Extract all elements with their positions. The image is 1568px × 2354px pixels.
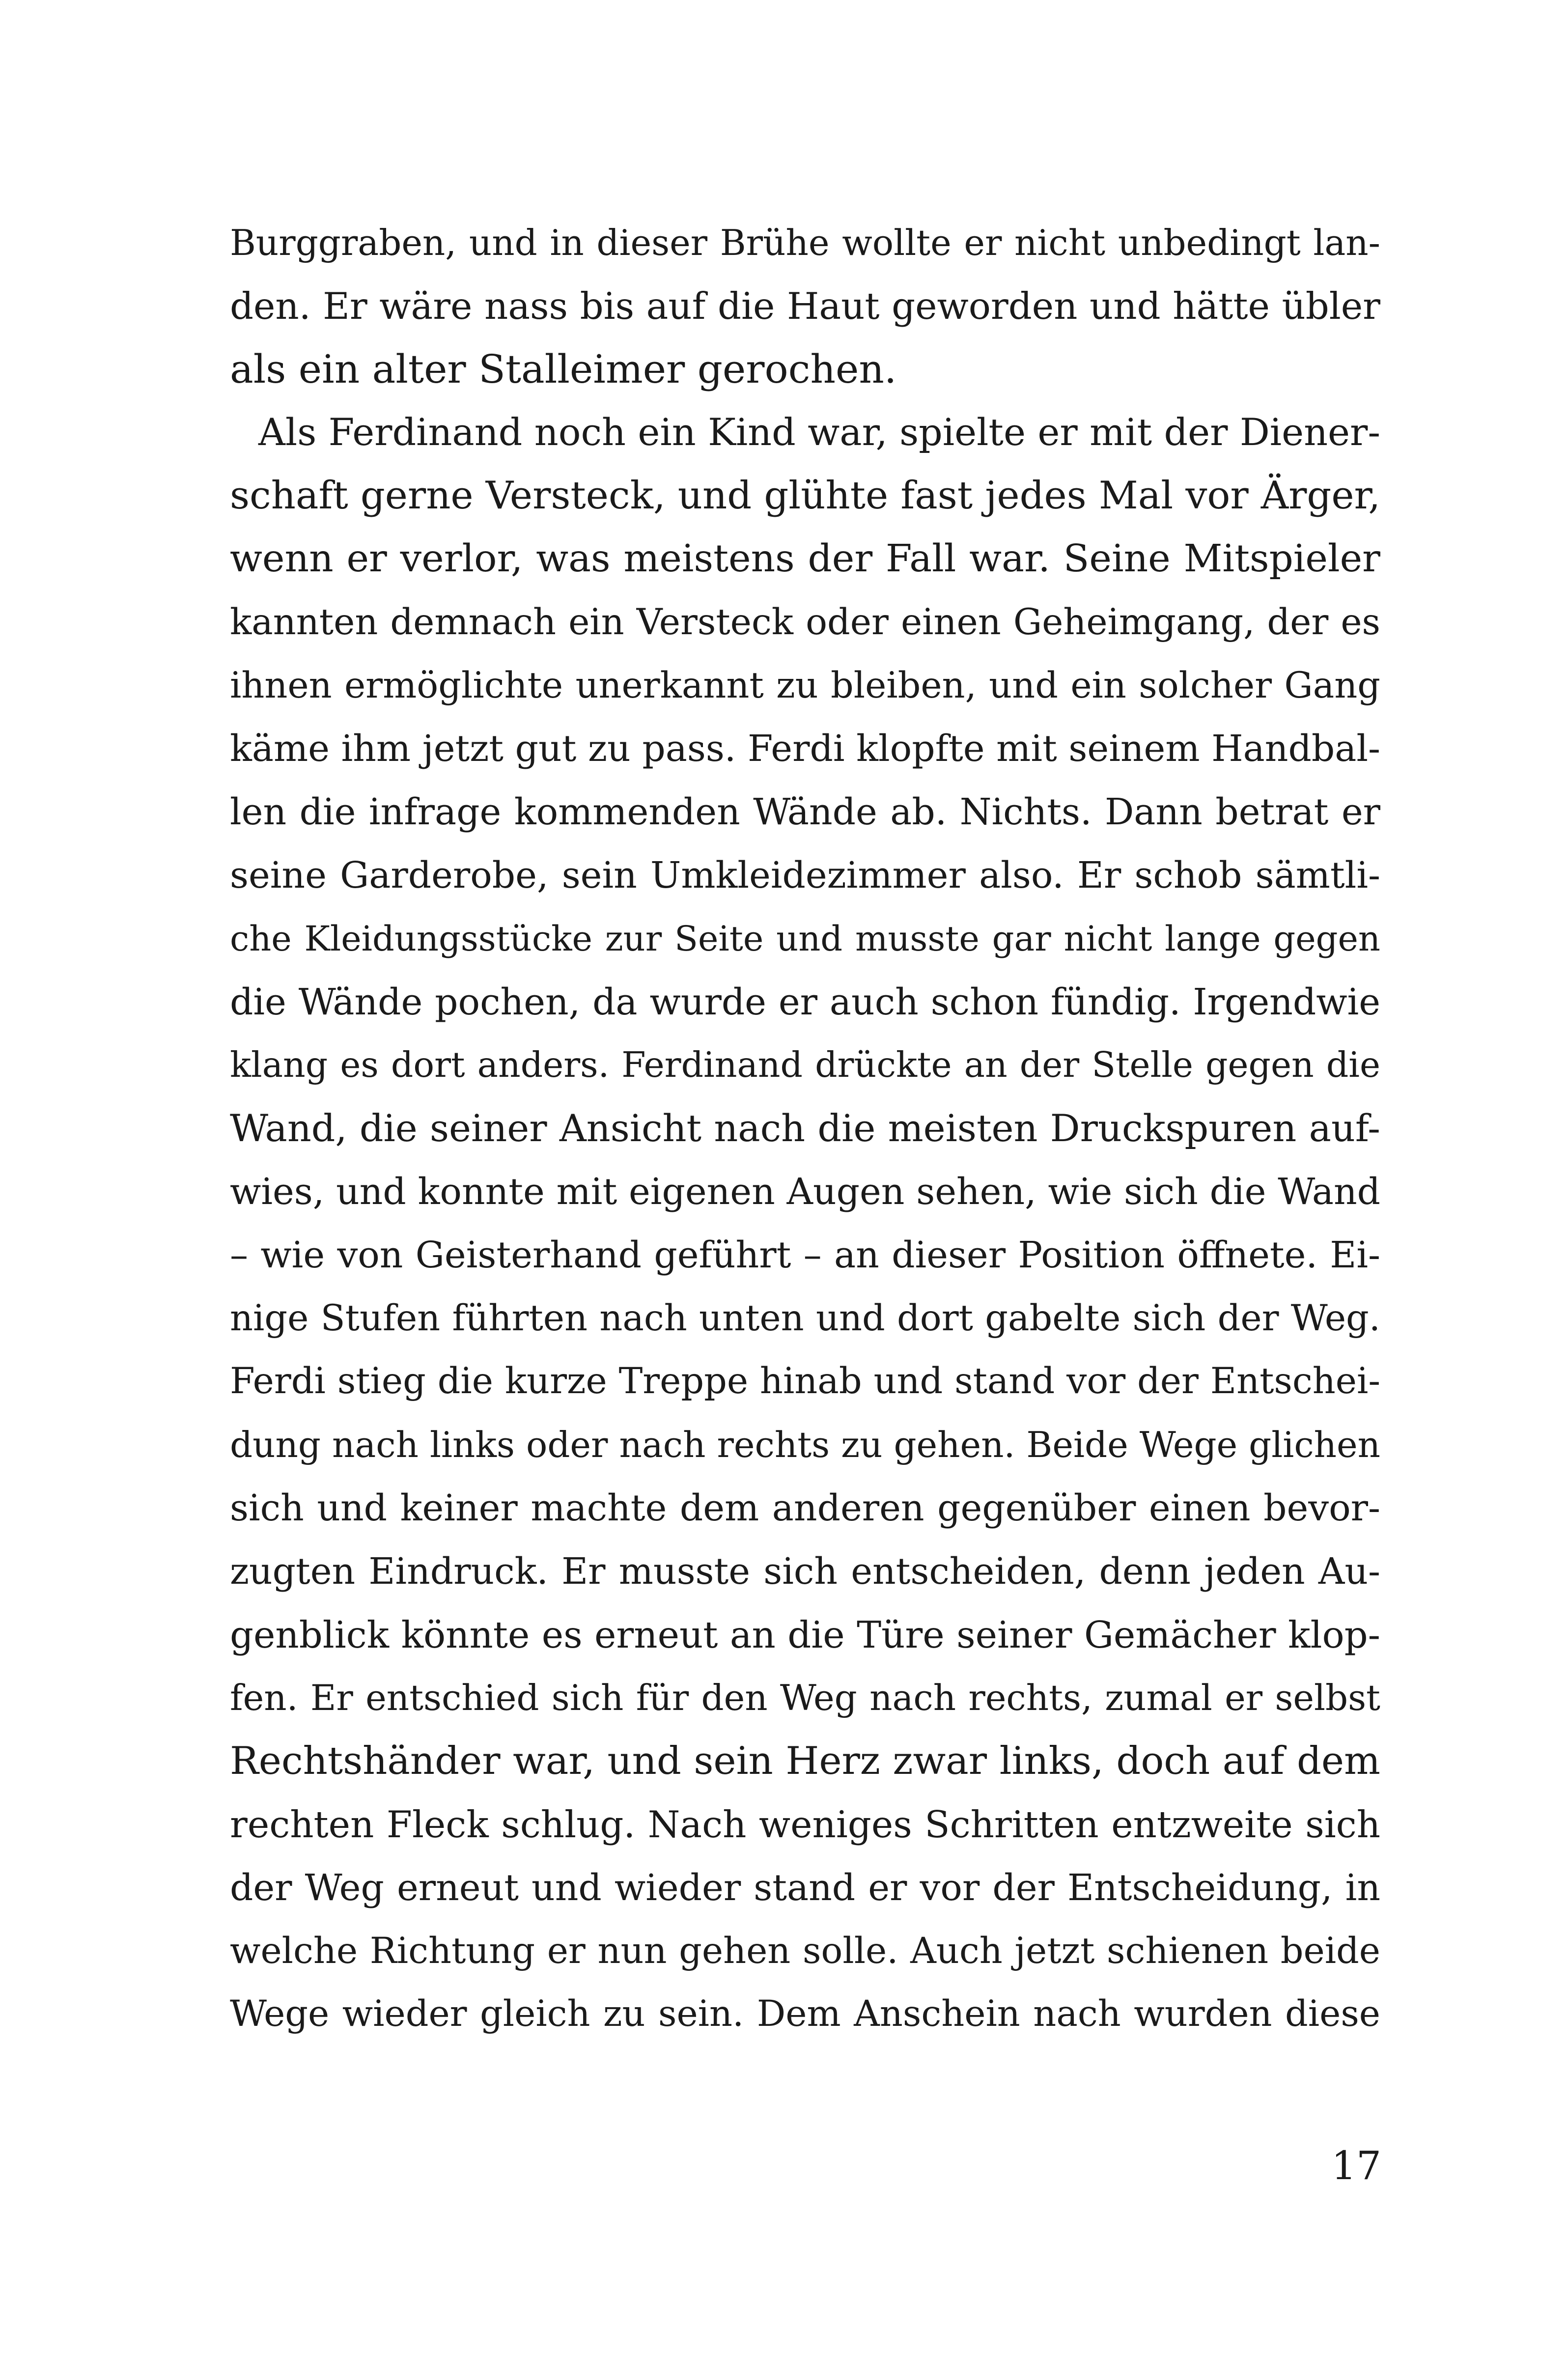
text-line: genblick könnte es erneut an die Türe seiner Gemächer klop- <box>230 1613 1380 1656</box>
text-line: seine Garderobe, sein Umkleidezimmer also. Er schob sämtli- <box>230 854 1380 897</box>
text-line: wies, und konnte mit eigenen Augen sehen, wie sich die Wand <box>230 1170 1380 1213</box>
text-line: der Weg erneut und wieder stand er vor der Entscheidung, in <box>230 1866 1380 1909</box>
text-line: wenn er verlor, was meistens der Fall war. Seine Mitspieler <box>230 536 1380 581</box>
text-line: Wege wieder gleich zu sein. Dem Anschein nach wurden diese <box>230 1993 1380 2035</box>
text-line: klang es dort anders. Ferdinand drückte an der Stelle gegen die <box>230 1044 1380 1086</box>
text-line: als ein alter Stalleimer gerochen. <box>230 346 897 392</box>
text-line: Wand, die seiner Ansicht nach die meisten Druckspuren auf- <box>230 1106 1380 1150</box>
text-line: fen. Er entschied sich für den Weg nach rechts, zumal er selbst <box>230 1677 1380 1719</box>
text-line: Rechtshänder war, und sein Herz zwar links, doch auf dem <box>230 1739 1380 1784</box>
text-line: käme ihm jetzt gut zu pass. Ferdi klopfte mit seinem Handbal- <box>230 728 1380 770</box>
text-line: den. Er wäre nass bis auf die Haut geworden und hätte übler <box>230 284 1380 328</box>
text-line: – wie von Geisterhand geführt – an dieser Position öffnete. Ei- <box>230 1233 1380 1276</box>
text-line: nige Stufen führten nach unten und dort gabelte sich der Weg. <box>230 1297 1380 1339</box>
text-line: dung nach links oder nach rechts zu gehen. Beide Wege glichen <box>230 1424 1380 1466</box>
text-line: zugten Eindruck. Er musste sich entscheiden, denn jeden Au- <box>230 1550 1380 1593</box>
body-text <box>230 211 1380 2046</box>
page-number: 17 <box>1331 2143 1381 2188</box>
text-line: schaft gerne Versteck, und glühte fast jedes Mal vor Ärger, <box>230 474 1380 518</box>
text-line: welche Richtung er nun gehen solle. Auch jetzt schienen beide <box>230 1930 1380 1972</box>
text-line: Ferdi stieg die kurze Treppe hinab und stand vor der Entschei- <box>230 1360 1380 1402</box>
text-line: rechten Fleck schlug. Nach weniges Schritten entzweite sich <box>230 1802 1380 1846</box>
text-line: che Kleidungsstücke zur Seite und musste gar nicht lange gegen <box>230 918 1380 959</box>
text-line: die Wände pochen, da wurde er auch schon fündig. Irgendwie <box>230 981 1380 1023</box>
text-line: len die infrage kommenden Wände ab. Nichts. Dann betrat er <box>230 791 1380 834</box>
text-line: ihnen ermöglichte unerkannt zu bleiben, und ein solcher Gang <box>230 664 1380 706</box>
text-line: Burggraben, und in dieser Brühe wollte er nicht unbedingt lan- <box>230 222 1380 263</box>
text-line: sich und keiner machte dem anderen gegenüber einen bevor- <box>230 1486 1380 1529</box>
text-line: Als Ferdinand noch ein Kind war, spielte er mit der Diener- <box>258 410 1380 454</box>
text-line: kannten demnach ein Versteck oder einen Geheimgang, der es <box>230 601 1380 643</box>
